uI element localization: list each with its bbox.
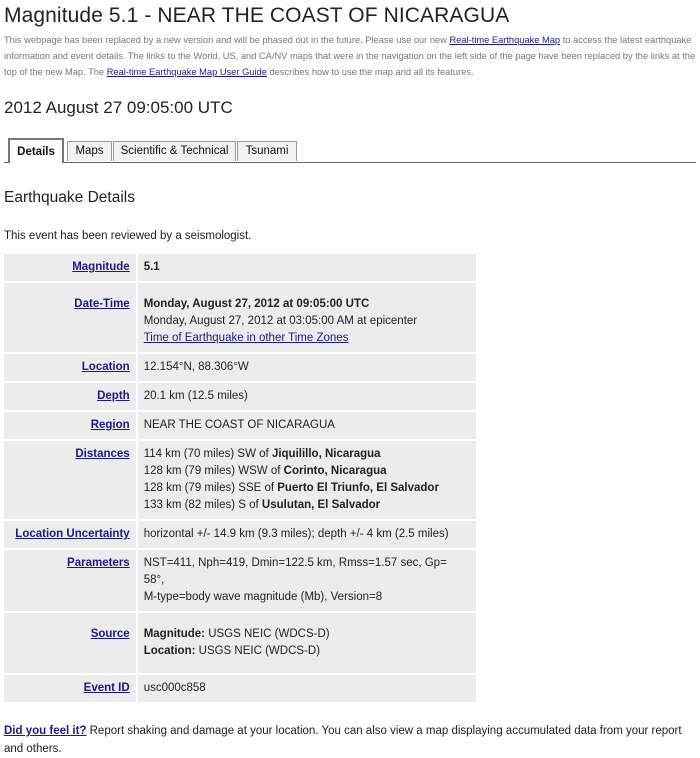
source-magnitude (144, 626, 470, 643)
source-location-label: Location: (143, 645, 196, 657)
row-source (4, 613, 476, 673)
tab-bar (4, 138, 696, 163)
event-id-label-link[interactable]: Event ID (83, 682, 130, 694)
distance-item (144, 497, 470, 514)
page-title: Magnitude 5.1 - NEAR THE COAST OF NICARAGUA (4, 4, 510, 27)
source-magnitude-value: USGS NEIC (WDCS-D) (205, 628, 330, 640)
row-date-time (4, 283, 476, 352)
section-title: Earthquake Details (4, 189, 135, 206)
tab-maps[interactable]: Maps (67, 141, 112, 161)
location-label-link[interactable]: Location (81, 361, 130, 373)
region-label-link[interactable]: Region (90, 419, 130, 431)
did-you-feel-it-link[interactable]: Did you feel it? (4, 725, 87, 737)
distance-place: Jiquilillo, Nicaragua (271, 448, 381, 460)
tab-tsunami[interactable]: Tsunami (237, 141, 297, 161)
page (4, 0, 696, 758)
region-value: NEAR THE COAST OF NICARAGUA (138, 412, 476, 439)
distance-text: 128 km (79 miles) SSE of (143, 482, 278, 494)
parameters-line-1: NST=411, Nph=419, Dmin=122.5 km, Rmss=1.57 sec, Gp= 58°, (143, 557, 447, 586)
row-magnitude (4, 254, 476, 281)
distance-item (144, 480, 470, 497)
depth-label-link[interactable]: Depth (97, 390, 130, 402)
source-magnitude-label: Magnitude: (143, 628, 206, 640)
source-location (144, 643, 470, 660)
event-datetime-heading: 2012 August 27 09:05:00 UTC (4, 98, 233, 117)
distance-item (144, 463, 470, 480)
tab-details[interactable]: Details (8, 138, 64, 163)
notice-text-2: to access the latest earthquake information and event details. The links to the World, US, and CA/NV maps that were in the navigation on the left side of the page have been replaced by the links at the top of the new Map. The (4, 35, 696, 77)
date-time-label-link[interactable]: Date-Time (74, 298, 130, 310)
details-table (4, 252, 476, 704)
depth-value: 20.1 km (12.5 miles) (138, 383, 476, 410)
magnitude-label-link[interactable]: Magnitude (72, 261, 130, 273)
distance-text: 114 km (70 miles) SW of (143, 448, 272, 460)
distances-label-link[interactable]: Distances (75, 448, 130, 460)
utc-time: Monday, August 27, 2012 at 09:05:00 UTC (143, 298, 370, 310)
distance-text: 133 km (82 miles) S of (143, 499, 262, 511)
parameters-label-link[interactable]: Parameters (67, 557, 130, 569)
dyfi-text: Report shaking and damage at your location. You can also view a map displaying accumulated data from your report and others. (4, 725, 682, 755)
row-region (4, 412, 476, 439)
replacement-notice (4, 32, 696, 80)
time-zones-link[interactable]: Time of Earthquake in other Time Zones (143, 332, 349, 344)
source-label-link[interactable]: Source (90, 628, 130, 640)
tab-scientific-technical[interactable]: Scientific & Technical (113, 141, 236, 161)
row-depth (4, 383, 476, 410)
location-value: 12.154°N, 88.306°W (138, 354, 476, 381)
review-status: This event has been reviewed by a seismologist. (4, 230, 252, 242)
local-time: Monday, August 27, 2012 at 03:05:00 AM at epicenter (143, 315, 418, 327)
distance-place: Puerto El Triunfo, El Salvador (277, 482, 439, 494)
source-location-value: USGS NEIC (WDCS-D) (195, 645, 321, 657)
dyfi-paragraph (4, 722, 696, 758)
realtime-map-link[interactable]: Real-time Earthquake Map (449, 35, 561, 45)
location-uncertainty-label-link[interactable]: Location Uncertainty (15, 528, 130, 540)
event-id-value: usc000c858 (138, 675, 476, 702)
row-parameters (4, 550, 476, 611)
distance-text: 128 km (79 miles) WSW of (143, 465, 284, 477)
row-event-id (4, 675, 476, 702)
row-distances (4, 441, 476, 519)
notice-text-1: This webpage has been replaced by a new version and will be phased out in the future. Please use our new (4, 35, 450, 45)
row-location-uncertainty (4, 521, 476, 548)
distance-place: Corinto, Nicaragua (283, 465, 387, 477)
location-uncertainty-value: horizontal +/- 14.9 km (9.3 miles); depth +/- 4 km (2.5 miles) (138, 521, 476, 548)
row-location (4, 354, 476, 381)
magnitude-value: 5.1 (138, 254, 476, 281)
distance-place: Usulutan, El Salvador (261, 499, 381, 511)
parameters-line-2: M-type=body wave magnitude (Mb), Version=8 (143, 591, 383, 603)
notice-text-3: describes how to use the map and all its features. (266, 67, 474, 77)
distance-item (144, 446, 470, 463)
map-user-guide-link[interactable]: Real-time Earthquake Map User Guide (106, 67, 267, 77)
